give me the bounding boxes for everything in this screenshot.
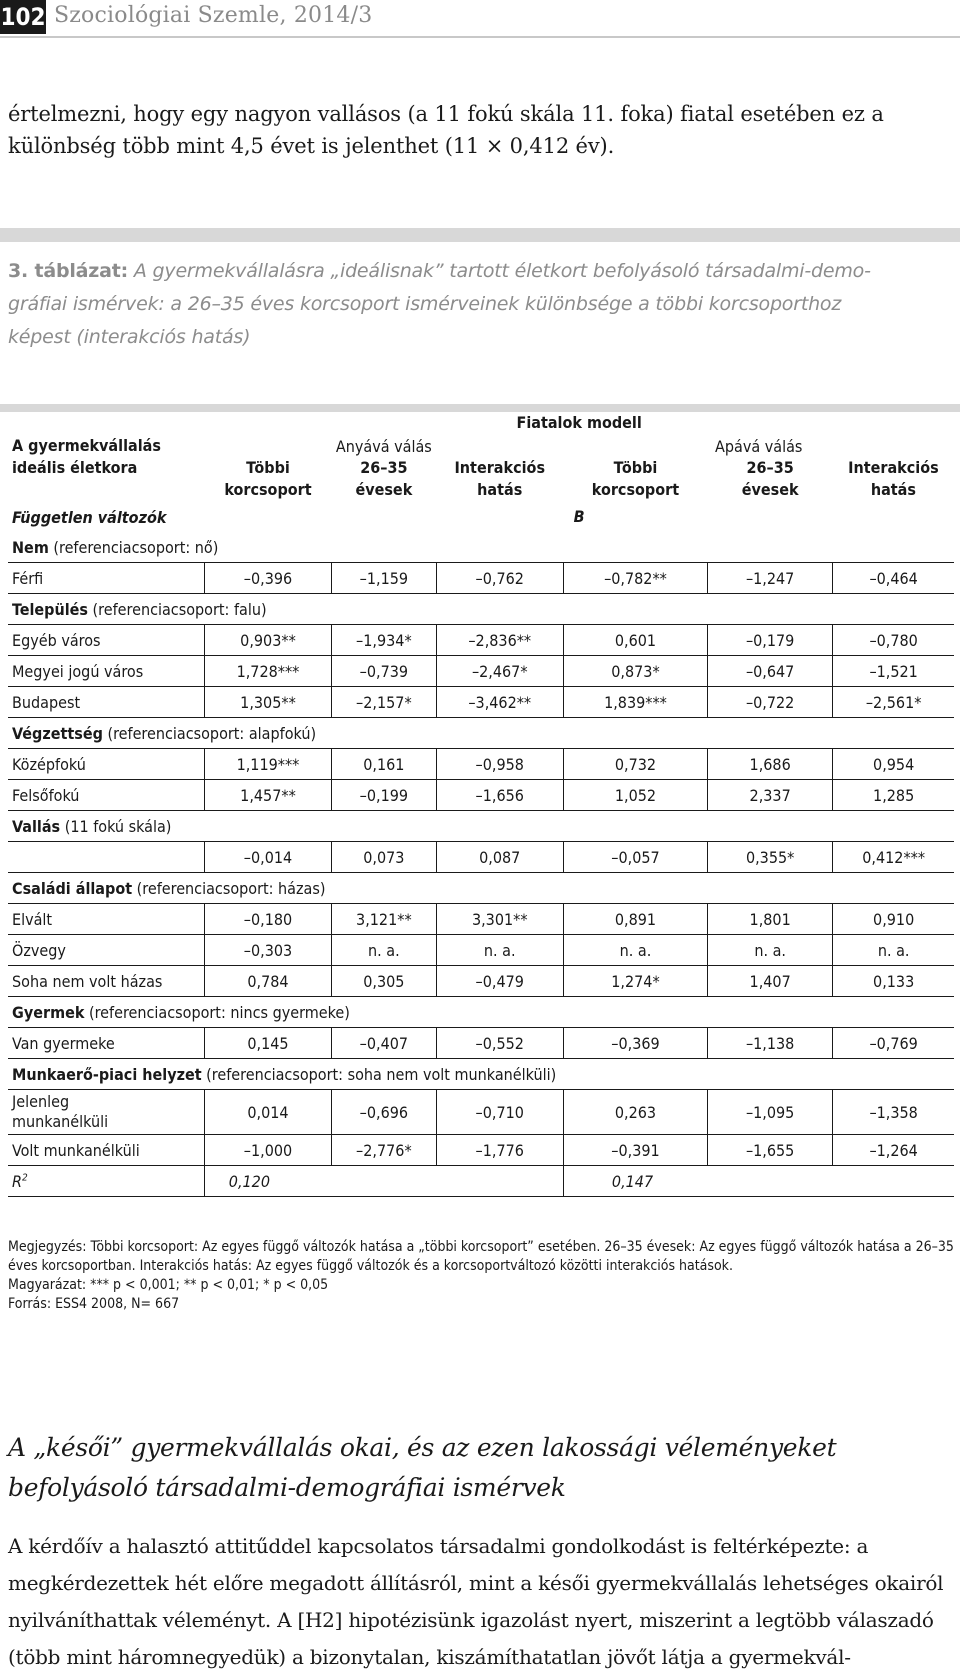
col-header-2635-2: 26–35 évesek bbox=[741, 458, 799, 499]
table-cell: –1,776 bbox=[436, 1135, 563, 1166]
row-label: Elvált bbox=[8, 904, 204, 935]
table-cell: –0,199 bbox=[332, 780, 436, 811]
journal-title: Szociológiai Szemle, 2014/3 bbox=[54, 3, 373, 28]
row-label: Volt munkanélküli bbox=[8, 1135, 204, 1166]
table-cell: –1,934* bbox=[332, 625, 436, 656]
table-cell: 0,601 bbox=[563, 625, 707, 656]
table-cell: 1,457** bbox=[204, 780, 331, 811]
indep-vars-label: Független változók bbox=[12, 507, 167, 527]
table-cell: n. a. bbox=[436, 935, 563, 966]
table-cell: –1,656 bbox=[436, 780, 563, 811]
table-cell: –0,739 bbox=[332, 656, 436, 687]
table-cell: 0,954 bbox=[833, 749, 954, 780]
col-header-other: Többi korcsoport bbox=[224, 458, 312, 499]
section-gyermek: Gyermek (referenciacsoport: nincs gyermeke) bbox=[8, 997, 954, 1028]
table-cell: –1,264 bbox=[833, 1135, 954, 1166]
caption-text-1: A gyermekvállalásra „ideálisnak” tartott életkort befolyásoló társadalmi-demo- bbox=[128, 260, 871, 282]
table-cell: 0,263 bbox=[563, 1090, 707, 1135]
table-cell: –2,776* bbox=[332, 1135, 436, 1166]
table-cell: 3,301** bbox=[436, 904, 563, 935]
body-paragraph: A kérdőív a halasztó attitűddel kapcsolatos társadalmi gondolkodást is feltérképezte: a megkérdezettek hét előre megadott állításról, mint a késői gyermekvállalás lehetséges okairól nyilváníthattak véleményt. A [H2] hipotézisünk igazolást nyert, miszerint a legtöbb válaszadó (több mint háromnegyedük) a bizonytalan, kiszámíthatatlan jövőt látja a gyermekvál- bbox=[8, 1534, 944, 1669]
source-note: Forrás: ESS4 2008, N= 667 bbox=[8, 1296, 180, 1312]
table-cell: 0,784 bbox=[204, 966, 331, 997]
row-label: Soha nem volt házas bbox=[8, 966, 204, 997]
table-cell: –0,014 bbox=[204, 842, 331, 873]
table-cell: 3,121** bbox=[332, 904, 436, 935]
table-cell: n. a. bbox=[563, 935, 707, 966]
b-coef-label: B bbox=[573, 507, 585, 526]
table-cell: –0,696 bbox=[332, 1090, 436, 1135]
header-row-1 bbox=[8, 410, 954, 436]
table-cell: –0,552 bbox=[436, 1028, 563, 1059]
table-cell: –2,467* bbox=[436, 656, 563, 687]
caption-top-band bbox=[0, 228, 960, 242]
table-cell: 0,903** bbox=[204, 625, 331, 656]
table-notes bbox=[8, 1238, 954, 1314]
table-cell: –0,782** bbox=[563, 563, 707, 594]
table-cell: –1,521 bbox=[833, 656, 954, 687]
section-telepules: Település (referenciacsoport: falu) bbox=[8, 594, 954, 625]
table-cell: –0,057 bbox=[563, 842, 707, 873]
model-title: Fiatalok modell bbox=[516, 413, 642, 432]
col-header-2635: 26–35 évesek bbox=[355, 458, 413, 499]
corner-line-1: A gyermekvállalás bbox=[12, 436, 161, 455]
r2-mother: 0,120 bbox=[204, 1166, 563, 1197]
table-cell: 1,274* bbox=[563, 966, 707, 997]
table-cell: 0,873* bbox=[563, 656, 707, 687]
row-label: Középfokú bbox=[8, 749, 204, 780]
table-cell: 0,014 bbox=[204, 1090, 331, 1135]
table-row bbox=[8, 687, 954, 718]
table-cell: –0,407 bbox=[332, 1028, 436, 1059]
table-row bbox=[8, 966, 954, 997]
table-row bbox=[8, 656, 954, 687]
table-cell: 1,839*** bbox=[563, 687, 707, 718]
table-cell: 0,087 bbox=[436, 842, 563, 873]
table-cell: –0,479 bbox=[436, 966, 563, 997]
table-cell: 1,801 bbox=[708, 904, 833, 935]
caption-text-3: képest (interakciós hatás) bbox=[8, 326, 251, 348]
table-cell: –2,157* bbox=[332, 687, 436, 718]
regression-table bbox=[8, 410, 954, 1197]
table-row bbox=[8, 625, 954, 656]
indep-vars-row bbox=[8, 502, 954, 532]
table-cell: 1,686 bbox=[708, 749, 833, 780]
table-caption bbox=[8, 255, 952, 354]
table-cell: –0,396 bbox=[204, 563, 331, 594]
table-cell: 0,305 bbox=[332, 966, 436, 997]
r2-father: 0,147 bbox=[563, 1166, 954, 1197]
table-cell: –0,780 bbox=[833, 625, 954, 656]
table-cell: 1,407 bbox=[708, 966, 833, 997]
table-cell: 0,161 bbox=[332, 749, 436, 780]
table-row bbox=[8, 749, 954, 780]
table-cell: –2,836** bbox=[436, 625, 563, 656]
intro-line-1: értelmezni, hogy egy nagyon vallásos (a 11 fokú skála 11. foka) fiatal esetében ez a bbox=[8, 102, 884, 126]
table-cell: –1,159 bbox=[332, 563, 436, 594]
table-row bbox=[8, 842, 954, 873]
page-number: 102 bbox=[0, 0, 46, 34]
table-cell: –1,095 bbox=[708, 1090, 833, 1135]
table-cell: –0,958 bbox=[436, 749, 563, 780]
table-row bbox=[8, 1028, 954, 1059]
caption-label: 3. táblázat: bbox=[8, 260, 129, 282]
section-csaladi: Családi állapot (referenciacsoport: házas) bbox=[8, 873, 954, 904]
col-header-interaction: Interakciós hatás bbox=[454, 458, 546, 499]
r2-label: $R^2$ bbox=[8, 1166, 204, 1197]
section-vegzettseg: Végzettség (referenciacsoport: alapfokú) bbox=[8, 718, 954, 749]
table-cell: n. a. bbox=[833, 935, 954, 966]
table-cell: 0,412*** bbox=[833, 842, 954, 873]
caption-text-2: gráfiai ismérvek: a 26–35 éves korcsoport ismérveinek különbsége a többi korcsoporthoz bbox=[8, 293, 842, 315]
intro-line-2: különbség több mint 4,5 évet is jelenthet (11 × 0,412 év). bbox=[8, 134, 615, 158]
table-row bbox=[8, 563, 954, 594]
table-row bbox=[8, 904, 954, 935]
table-cell: –0,303 bbox=[204, 935, 331, 966]
col-header-interaction-2: Interakciós hatás bbox=[848, 458, 939, 499]
table-row bbox=[8, 780, 954, 811]
col-header-other-2: Többi korcsoport bbox=[591, 458, 680, 499]
table-cell: 1,728*** bbox=[204, 656, 331, 687]
corner-header bbox=[8, 410, 204, 502]
table-cell: –1,138 bbox=[708, 1028, 833, 1059]
table-cell: –0,762 bbox=[436, 563, 563, 594]
table-cell: 1,305** bbox=[204, 687, 331, 718]
table-cell: –0,722 bbox=[708, 687, 833, 718]
row-label: Felsőfokú bbox=[8, 780, 204, 811]
table-cell: 0,732 bbox=[563, 749, 707, 780]
table-cell: n. a. bbox=[708, 935, 833, 966]
table-cell: 0,133 bbox=[833, 966, 954, 997]
section-heading: A „késői” gyermekvállalás okai, és az ezen lakossági véleményeket befolyásoló társadalmi-demográfiai ismérvek bbox=[8, 1433, 837, 1502]
table-cell: –3,462** bbox=[436, 687, 563, 718]
table-cell: –0,464 bbox=[833, 563, 954, 594]
r2-row bbox=[8, 1166, 954, 1197]
row-label: Jelenleg munkanélküli bbox=[8, 1090, 204, 1135]
table-row bbox=[8, 1090, 954, 1135]
table-cell: 1,052 bbox=[563, 780, 707, 811]
table-cell: –1,655 bbox=[708, 1135, 833, 1166]
table-cell: –0,180 bbox=[204, 904, 331, 935]
table-cell: 0,145 bbox=[204, 1028, 331, 1059]
table-cell: –1,247 bbox=[708, 563, 833, 594]
row-label: Megyei jogú város bbox=[8, 656, 204, 687]
table-cell: 2,337 bbox=[708, 780, 833, 811]
table-cell: –1,000 bbox=[204, 1135, 331, 1166]
intro-paragraph bbox=[8, 98, 952, 162]
table-cell: –0,769 bbox=[833, 1028, 954, 1059]
section-munka: Munkaerő-piaci helyzet (referenciacsoport: soha nem volt munkanélküli) bbox=[8, 1059, 954, 1090]
table-cell: 1,119*** bbox=[204, 749, 331, 780]
table-row bbox=[8, 1135, 954, 1166]
table-cell: 0,355* bbox=[708, 842, 833, 873]
table-row bbox=[8, 935, 954, 966]
note-text: Megjegyzés: Többi korcsoport: Az egyes függő változók hatása a „többi korcsoport” esetében. 26–35 évesek: Az egyes függő változók hatása a 26–35 éves korcsoportban. Interakciós hatás: Az egyes függő változók és a korcsoportváltozó közötti interakciós hatások. bbox=[8, 1239, 954, 1274]
table-cell: 0,073 bbox=[332, 842, 436, 873]
table-cell: n. a. bbox=[332, 935, 436, 966]
table-cell: –1,358 bbox=[833, 1090, 954, 1135]
table-cell: –0,179 bbox=[708, 625, 833, 656]
row-label bbox=[8, 842, 204, 873]
table-cell: –0,369 bbox=[563, 1028, 707, 1059]
table-cell: –2,561* bbox=[833, 687, 954, 718]
table-cell: –0,647 bbox=[708, 656, 833, 687]
row-label: Van gyermeke bbox=[8, 1028, 204, 1059]
table-cell: –0,391 bbox=[563, 1135, 707, 1166]
row-label: Egyéb város bbox=[8, 625, 204, 656]
table-cell: 0,910 bbox=[833, 904, 954, 935]
table-cell: –0,710 bbox=[436, 1090, 563, 1135]
table-cell: 0,891 bbox=[563, 904, 707, 935]
header-rule bbox=[0, 36, 960, 38]
section-nem: Nem (referenciacsoport: nő) bbox=[8, 532, 954, 563]
row-label: Özvegy bbox=[8, 935, 204, 966]
table-cell: 1,285 bbox=[833, 780, 954, 811]
row-label: Budapest bbox=[8, 687, 204, 718]
group-header-father: Apává válás bbox=[715, 436, 803, 456]
corner-line-2: ideális életkora bbox=[12, 458, 138, 477]
significance-legend: Magyarázat: *** p < 0,001; ** p < 0,01; * p < 0,05 bbox=[8, 1277, 329, 1293]
section-vallas: Vallás (11 fokú skála) bbox=[8, 811, 954, 842]
row-label: Férfi bbox=[8, 563, 204, 594]
group-header-mother: Anyává válás bbox=[335, 436, 432, 456]
